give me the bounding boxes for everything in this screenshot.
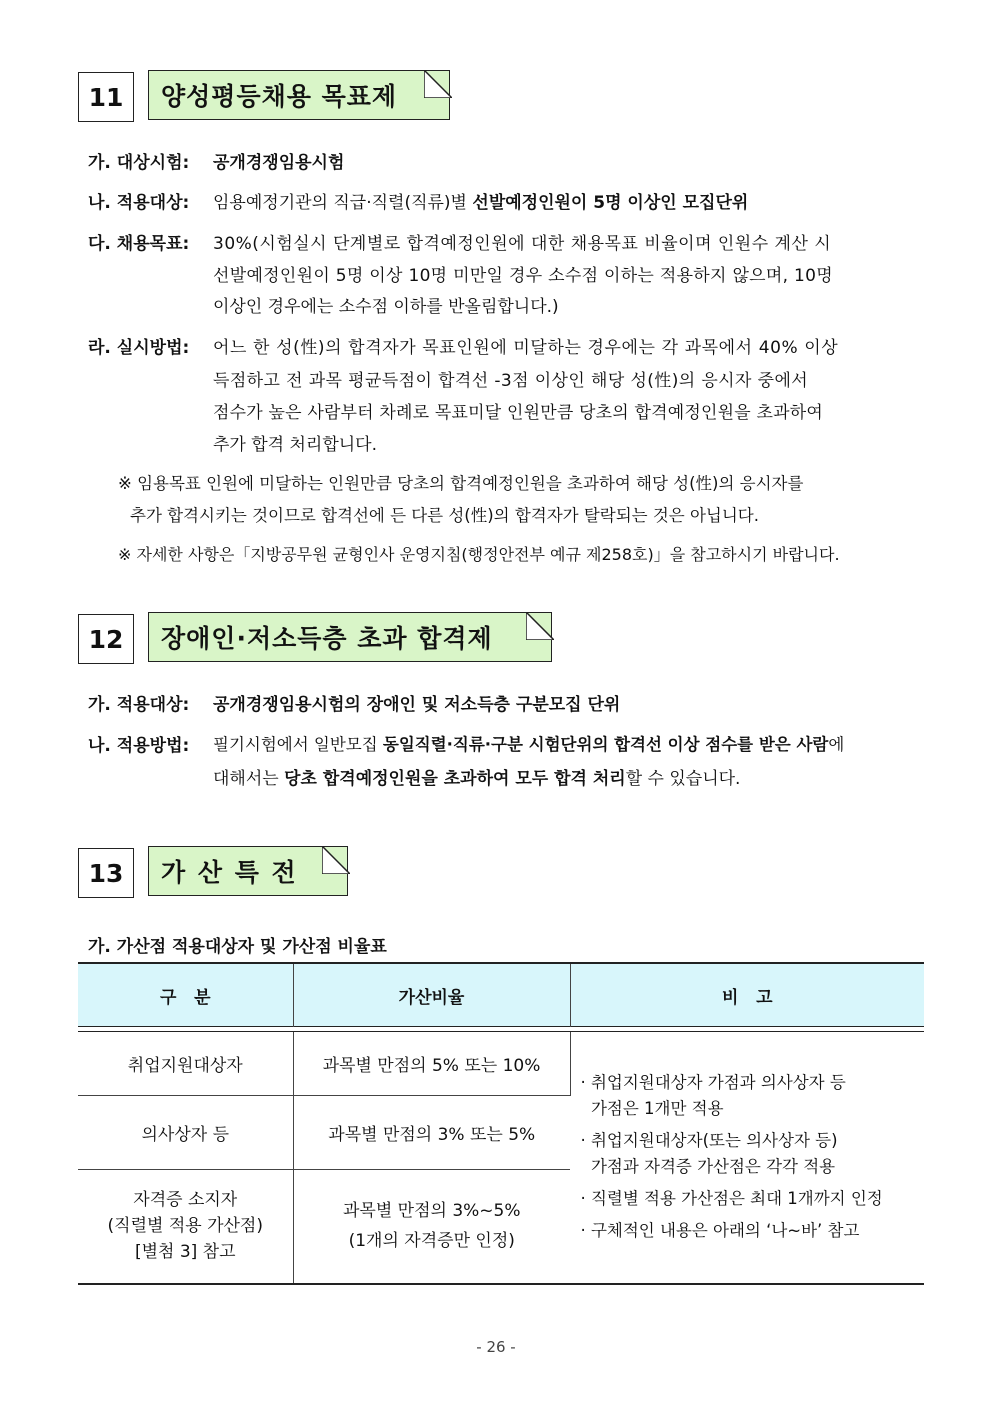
header-rate: 가산비율 [293,964,570,1027]
s11-ra-line-4: 추가 합격 처리합니다. [213,435,378,455]
s11-na-text-bold: 선발예정인원이 5명 이상인 모집단위 [472,193,749,213]
s12-na-l1-bold: 동일직렬·직류·구분 시험단위의 합격선 이상 점수를 받은 사람 [382,735,829,754]
cell-category: 취업지원대상자 [78,1032,293,1096]
s12-na-l1-plain: 필기시험에서 일반모집 [213,735,383,754]
remark-2 [581,1128,924,1180]
s11-da-label: 다. 채용목표: [88,234,190,254]
s11-note-1-line-2: 추가 합격시키는 것이므로 합격선에 든 다른 성(性)의 합격자가 탈락되는 것은 아닙니다. [130,506,759,525]
remark-1-line-1: · 취업지원대상자 가점과 의사상자 등 [580,1073,846,1093]
rate-line-1: 과목별 만점의 3%~5% [342,1201,521,1222]
category-line-1: 자격증 소지자 [133,1190,238,1211]
category-line-2: (직렬별 적용 가산점) [107,1216,263,1237]
page-number: - 26 - [476,1338,516,1356]
s11-ra-line-1: 어느 한 성(性)의 합격자가 목표인원에 미달하는 경우에는 각 과목에서 40% 이상 [213,338,839,358]
s11-ra-line-2: 득점하고 전 과목 평균득점이 합격선 -3점 이상인 해당 성(性)의 응시자 중에서 [213,371,809,391]
section-number: 11 [78,72,134,122]
cell-category: 의사상자 등 [78,1096,293,1170]
section-title: 장애인·저소득층 초과 합격제 [148,612,552,662]
section-title: 가 산 특 전 [148,846,348,896]
category-line-3: [별첨 3] 참고 [134,1242,236,1263]
s11-na-text-plain: 임용예정기관의 직급·직렬(직류)별 [213,193,473,213]
s11-da-line-1: 30%(시험실시 단계별로 합격예정인원에 대한 채용목표 비율이며 인원수 계산 시 [213,234,832,254]
s12-na-l2-plain: 대해서는 [213,769,285,789]
table-header-row [78,964,924,1027]
header-remark: 비 고 [570,964,924,1027]
s12-na-l2-end: 할 수 있습니다. [625,769,741,789]
s11-note-1-line-1: ※ 임용목표 인원에 미달하는 인원만큼 당초의 합격예정인원을 초과하여 해당 성(性)의 응시자를 [118,474,804,493]
remark-1-line-2: 가점은 1개만 적용 [580,1099,724,1119]
remark-3: · 직렬별 적용 가산점은 최대 1개까지 인정 [580,1189,883,1209]
cell-remarks [570,1032,924,1284]
s12-na-line-1 [213,731,844,755]
cell-rate: 과목별 만점의 3% 또는 5% [293,1096,570,1170]
s12-na-line-2 [213,764,740,789]
s11-ga-text: 공개경쟁임용시험 [213,153,345,173]
remark-4: · 구체적인 내용은 아래의 ‘나~바’ 참고 [580,1221,860,1241]
section-number: 12 [78,614,134,664]
s12-na-label: 나. 적용방법: [88,736,190,756]
rate-line-2: (1개의 자격증만 인정) [348,1231,515,1252]
cell-category [78,1170,293,1284]
s12-ga-text: 공개경쟁임용시험의 장애인 및 저소득층 구분모집 단위 [213,695,621,715]
table-row [78,1032,924,1096]
cell-rate: 과목별 만점의 5% 또는 10% [293,1032,570,1096]
folded-corner-icon [322,846,350,874]
remark-2-line-2: 가점과 자격증 가산점은 각각 적용 [580,1157,836,1177]
section-number: 13 [78,848,134,898]
s13-ga-label: 가. 가산점 적용대상자 및 가산점 비율표 [88,937,387,957]
bonus-points-table [78,964,924,1285]
remark-1 [581,1070,924,1122]
section-title: 양성평등채용 목표제 [148,70,450,120]
s11-ra-label: 라. 실시방법: [88,338,190,358]
s11-na-label: 나. 적용대상: [88,193,190,213]
cell-rate [293,1170,570,1284]
s11-da-line-3: 이상인 경우에는 소수점 이하를 반올림합니다.) [213,297,559,317]
s11-ra-line-3: 점수가 높은 사람부터 차례로 목표미달 인원만큼 당초의 합격예정인원을 초과하여 [213,403,823,423]
s12-ga-label: 가. 적용대상: [88,695,190,715]
s11-da-line-2: 선발예정인원이 5명 이상 10명 미만일 경우 소수점 이하는 적용하지 않으며, 10명 [213,266,833,286]
s11-na-text [213,188,748,213]
folded-corner-icon [424,70,452,98]
header-category: 구 분 [78,964,293,1027]
folded-corner-icon [526,612,554,640]
remark-2-line-1: · 취업지원대상자(또는 의사상자 등) [580,1131,838,1151]
s11-ga-label: 가. 대상시험: [88,153,190,173]
s12-na-l1-end: 에 [828,735,845,754]
s11-note-2: ※ 자세한 사항은「지방공무원 균형인사 운영지침(행정안전부 예규 제258호)」을 참고하시기 바랍니다. [118,545,840,564]
s12-na-l2-bold: 당초 합격예정인원을 초과하여 모두 합격 처리 [284,769,626,789]
